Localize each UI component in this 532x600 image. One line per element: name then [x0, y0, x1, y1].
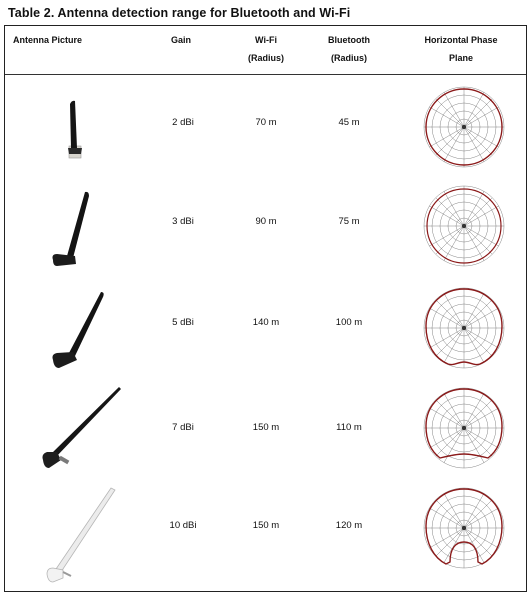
- gain-cell: 10 dBi: [169, 520, 197, 531]
- black-hinged-antenna-icon: [45, 188, 99, 270]
- wifi-range-cell: 90 m: [255, 216, 277, 227]
- polar-pattern-icon: [418, 282, 510, 374]
- gain-cell: 2 dBi: [172, 117, 194, 128]
- gain-cell: 5 dBi: [172, 317, 194, 328]
- bluetooth-range-cell: 45 m: [338, 117, 360, 128]
- antenna-table: [4, 25, 527, 592]
- bluetooth-range-cell: 100 m: [335, 317, 363, 328]
- header-gain: Gain: [170, 35, 191, 45]
- long-black-antenna-icon: [35, 384, 125, 474]
- header-horizontal-phase-plane: Horizontal Phase Plane: [424, 35, 498, 63]
- polar-pattern-icon: [418, 180, 510, 272]
- header-divider: [5, 74, 526, 75]
- bluetooth-range-cell: 110 m: [336, 422, 362, 433]
- header-bluetooth: Bluetooth (Radius): [328, 35, 370, 63]
- bluetooth-range-cell: 120 m: [335, 520, 363, 531]
- bluetooth-range-cell: 75 m: [338, 216, 360, 227]
- polar-pattern-icon: [418, 81, 510, 173]
- header-wifi: Wi-Fi (Radius): [248, 35, 284, 63]
- wifi-range-cell: 70 m: [255, 117, 277, 128]
- black-hinged-antenna-icon: [45, 288, 107, 372]
- wifi-range-cell: 150 m: [252, 520, 280, 531]
- polar-pattern-icon: [418, 482, 510, 574]
- header-antenna-picture: Antenna Picture: [13, 35, 83, 45]
- gain-cell: 7 dBi: [172, 422, 194, 433]
- table-caption: Table 2. Antenna detection range for Bluetooth and Wi-Fi: [8, 6, 351, 20]
- long-white-antenna-icon: [39, 484, 119, 588]
- wifi-range-cell: 150 m: [252, 422, 280, 433]
- short-black-antenna-icon: [55, 98, 95, 162]
- gain-cell: 3 dBi: [172, 216, 194, 227]
- wifi-range-cell: 140 m: [252, 317, 280, 328]
- polar-pattern-icon: [418, 382, 510, 474]
